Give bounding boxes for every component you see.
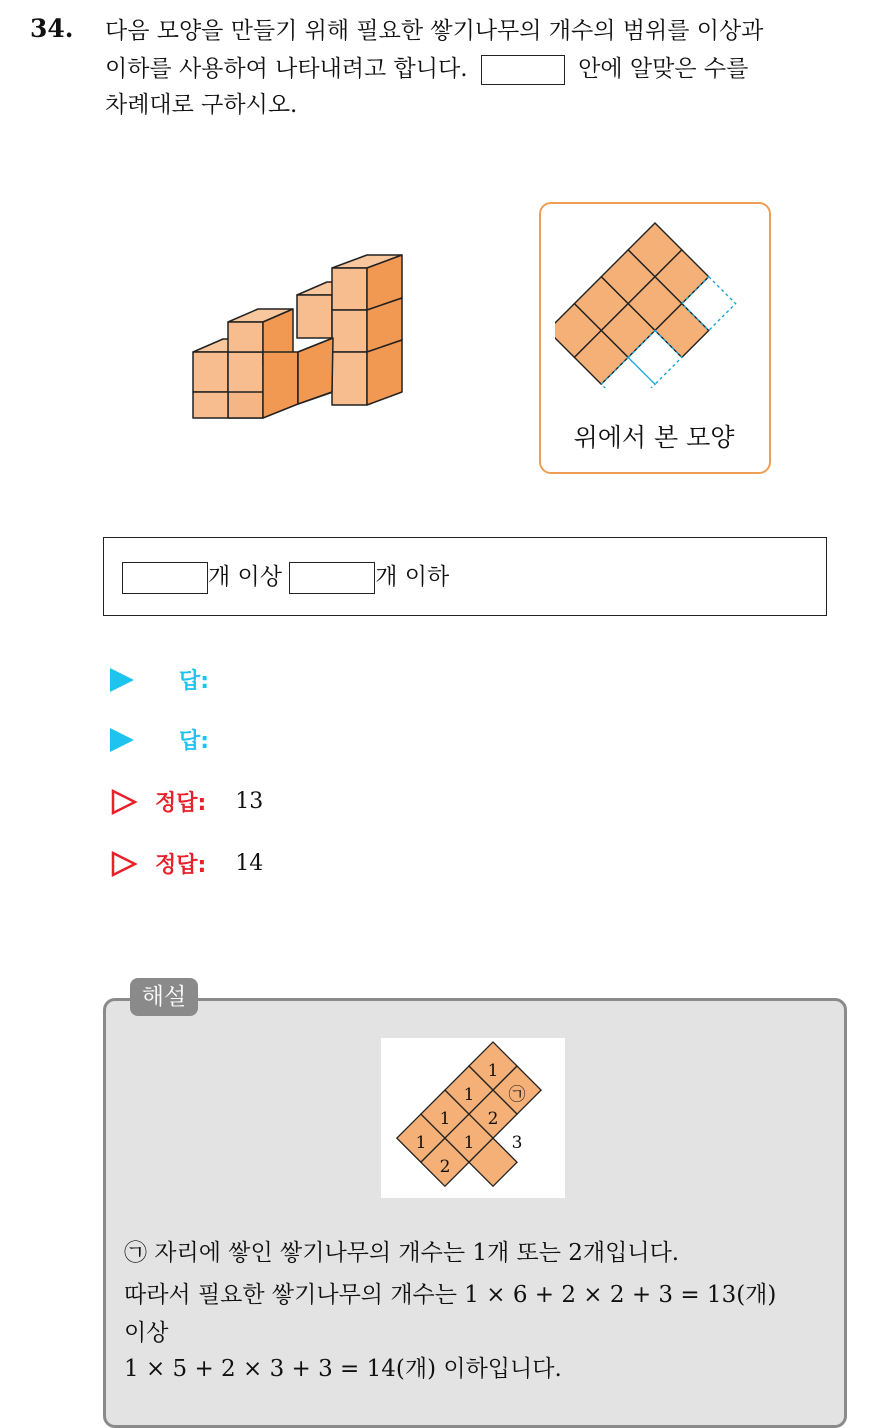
question-number: 34. — [30, 14, 74, 43]
question-line-3: 차례대로 구하시오. — [105, 92, 298, 118]
answer-row-2 — [110, 724, 209, 760]
suffix-max: 개 이하 — [375, 564, 450, 590]
grid-number: 3 — [511, 1133, 523, 1153]
explanation-line-3: 이상 — [124, 1320, 169, 1346]
max-count-blank — [289, 562, 375, 594]
explanation-tab: 해설 — [130, 978, 198, 1016]
answer-label: 답: — [179, 729, 210, 754]
grid-number: 1 — [415, 1133, 427, 1153]
inline-answer-blank — [481, 55, 565, 85]
question-line-2a: 이하를 사용하여 나타내려고 합니다. — [105, 56, 468, 82]
grid-number: 1 — [487, 1061, 499, 1081]
outline-triangle-icon — [110, 851, 138, 877]
correct-row-2 — [110, 848, 263, 884]
answer-row-1 — [110, 664, 209, 700]
grid-number: ㉠ — [508, 1085, 526, 1105]
grid-number: 2 — [487, 1109, 499, 1129]
stacked-cubes-figure — [185, 250, 410, 425]
question-line-2b: 안에 알맞은 수를 — [578, 56, 749, 82]
explanation-line-2: 따라서 필요한 쌓기나무의 개수는 1 × 6 + 2 × 2 + 3 = 13(개) — [124, 1282, 777, 1308]
explanation-grid — [381, 1038, 565, 1198]
explanation-line-1: ㉠ 자리에 쌓인 쌓기나무의 개수는 1개 또는 2개입니다. — [124, 1240, 680, 1266]
outline-triangle-icon — [110, 789, 138, 815]
question-line-2 — [105, 52, 748, 86]
grid-number: 1 — [463, 1133, 475, 1153]
suffix-min: 개 이상 — [208, 564, 282, 590]
correct-value-1: 13 — [235, 789, 264, 814]
answer-template — [122, 558, 449, 594]
grid-number: 1 — [463, 1085, 475, 1105]
correct-label: 정답: — [155, 791, 207, 816]
answer-label: 답: — [179, 669, 210, 694]
grid-number: 1 — [439, 1109, 451, 1129]
play-triangle-icon — [110, 668, 134, 692]
play-triangle-icon — [110, 728, 134, 752]
correct-row-1 — [110, 786, 263, 822]
top-view-label: 위에서 본 모양 — [573, 423, 735, 452]
correct-label: 정답: — [155, 853, 207, 878]
question-line-1: 다음 모양을 만들기 위해 필요한 쌓기나무의 개수의 범위를 이상과 — [105, 18, 764, 44]
min-count-blank — [122, 562, 208, 594]
top-view-grid — [555, 218, 755, 388]
grid-number: 2 — [439, 1157, 451, 1177]
explanation-line-4: 1 × 5 + 2 × 3 + 3 = 14(개) 이하입니다. — [124, 1356, 562, 1382]
correct-value-2: 14 — [235, 851, 264, 876]
